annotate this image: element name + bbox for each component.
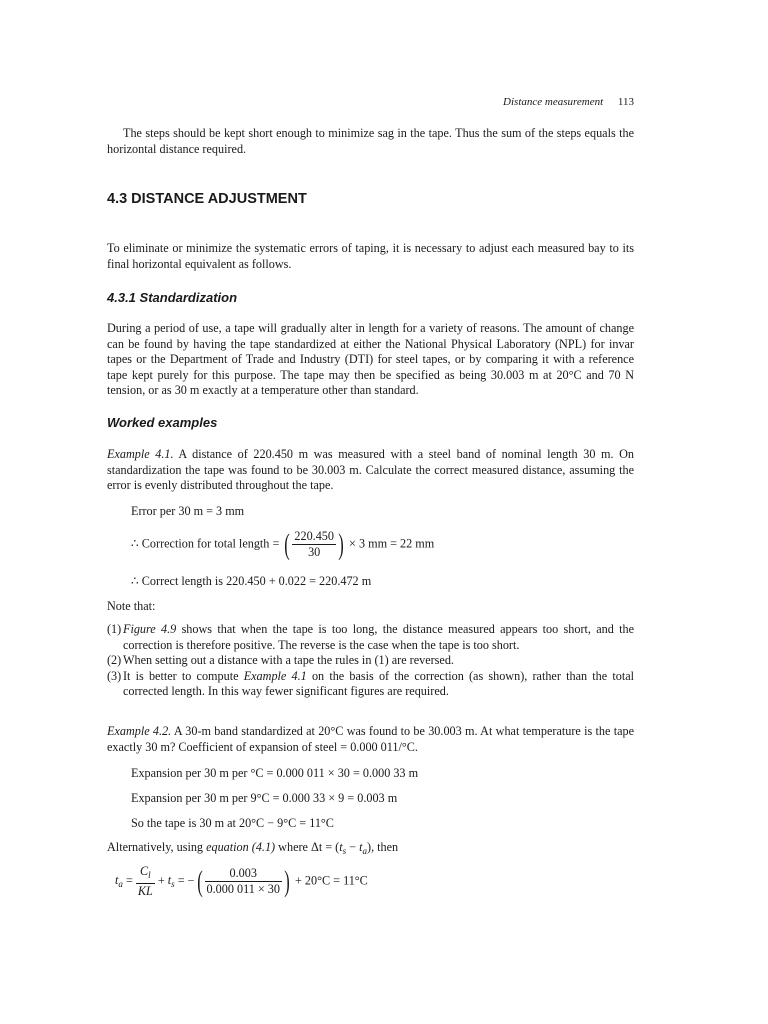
equation-reference: equation (4.1): [206, 840, 276, 854]
list-number: (3): [107, 668, 122, 683]
list-number: (1): [107, 622, 122, 636]
equation-expansion-9-degrees: Expansion per 30 m per 9°C = 0.000 33 × 9 = 0.003 m: [131, 791, 398, 805]
list-item: [107, 622, 634, 653]
page-number: 113: [617, 96, 634, 108]
fraction: [136, 864, 155, 899]
right-paren: ): [284, 864, 290, 898]
list-item: [107, 653, 634, 669]
list-number: (2): [107, 653, 122, 668]
ta-symbol: $t_a$: [115, 873, 123, 890]
example-text: A distance of 220.450 m was measured with a steel band of nominal length 30 m. On standardization the tape was found to be 30.003 m. Calculate the correct measured distance, assuming the error is evenly distributed throughout the tape.: [107, 447, 635, 493]
list-item: [107, 669, 634, 700]
ts-symbol: $t_s$: [167, 873, 175, 890]
worked-examples-heading: Worked examples: [107, 415, 218, 430]
cl-subscript: l: [148, 870, 151, 880]
equation-correct-length: ∴ Correct length is 220.450 + 0.022 = 220.472 m: [131, 574, 372, 588]
intro-paragraph: The steps should be kept short enough to minimize sag in the tape. Thus the sum of the steps equals the horizontal distance required.: [107, 126, 634, 156]
left-paren: (: [196, 864, 203, 898]
example-label: Example 4.1.: [107, 447, 174, 461]
equation-final-temperature: $t_a$ = $\frac{C_l}{KL}$ + $t_s$ = −( $\frac{0.003}{0.000 011 \times 30}$ ) + 20°C = 11°C: [115, 864, 368, 898]
fraction: [292, 529, 336, 560]
example-reference: Example 4.1: [243, 668, 307, 683]
ta-symbol: $t_a$: [359, 840, 368, 856]
left-paren: (: [284, 527, 291, 561]
fraction-denominator: 30: [308, 545, 321, 559]
alt-text-mid: where Δt = (: [275, 840, 340, 854]
fraction-denominator: KL: [137, 884, 153, 898]
figure-reference: Figure 4.9: [123, 622, 177, 636]
list-text: When setting out a distance with a tape the rules in (1) are reversed.: [123, 653, 454, 668]
right-paren: ): [338, 527, 344, 561]
example-text: A 30-m band standardized at 20°C was found to be 30.003 m. At what temperature is the tape exactly 30 m? Coefficient of expansion of steel = 0.000 011/°C.: [107, 724, 635, 754]
equation-error: Error per 30 m = 3 mm: [131, 504, 245, 518]
example-4-2-paragraph: [107, 724, 634, 755]
example-label: Example 4.2.: [107, 724, 172, 738]
alternative-statement: Alternatively, using equation (4.1) where $\Delta t = (t_s - t_a)$, then: [107, 840, 399, 856]
list-text: shows that when the tape is too long, the distance measured appears too short, and the correction is therefore positive. The reverse is the case when the tape is too short.: [123, 622, 635, 652]
equation-correction: [131, 529, 434, 560]
equation-suffix: × 3 mm = 22 mm: [345, 536, 435, 551]
fraction: [205, 866, 282, 897]
list-text: on the basis of the correction (as shown), rather than the total corrected length. In this way fewer significant figures are required.: [123, 668, 634, 699]
note-list: [107, 622, 634, 700]
example-4-1-paragraph: [107, 447, 634, 494]
subsection-heading: 4.3.1 Standardization: [107, 290, 238, 305]
section-paragraph: To eliminate or minimize the systematic errors of taping, it is necessary to adjust each measured bay to its final horizontal equivalent as follows.: [107, 241, 634, 271]
list-text-pre: It is better to compute: [123, 668, 244, 683]
cl-symbol: C: [139, 864, 149, 878]
section-heading: 4.3 DISTANCE ADJUSTMENT: [107, 191, 307, 207]
fraction-numerator: 0.003: [205, 866, 282, 882]
running-header: [107, 95, 634, 111]
alt-text-post: ), then: [367, 840, 399, 854]
note-intro: Note that:: [107, 599, 156, 613]
fraction-numerator: [136, 864, 155, 884]
equation-prefix: ∴ Correction for total length =: [131, 536, 283, 551]
subsection-paragraph: During a period of use, a tape will gradually alter in length for a variety of reasons. The amount of change can be found by having the tape standardized at either the National Physical Laboratory (NPL) for invar tapes or the Department of Trade and Industry (DTI) for steel tapes, or by comparing it with a reference tape kept purely for this purpose. The tape may then be specified as being 30.003 m at 20°C and 70 N tension, or as 30 m exactly at a temperature other than standard.: [107, 321, 634, 398]
ts-symbol: $t_s$: [339, 840, 347, 856]
running-title: Distance measurement: [503, 96, 604, 108]
fraction-numerator: 220.450: [294, 529, 334, 543]
equation-suffix: + 20°C = 11°C: [291, 873, 368, 888]
alt-text-pre: Alternatively, using: [107, 840, 207, 854]
fraction-denominator: 0.000 011 × 30: [206, 882, 280, 896]
equation-tape-temperature: So the tape is 30 m at 20°C − 9°C = 11°C: [131, 816, 334, 830]
equation-expansion-per-degree: Expansion per 30 m per °C = 0.000 011 × 30 = 0.000 33 m: [131, 766, 419, 780]
